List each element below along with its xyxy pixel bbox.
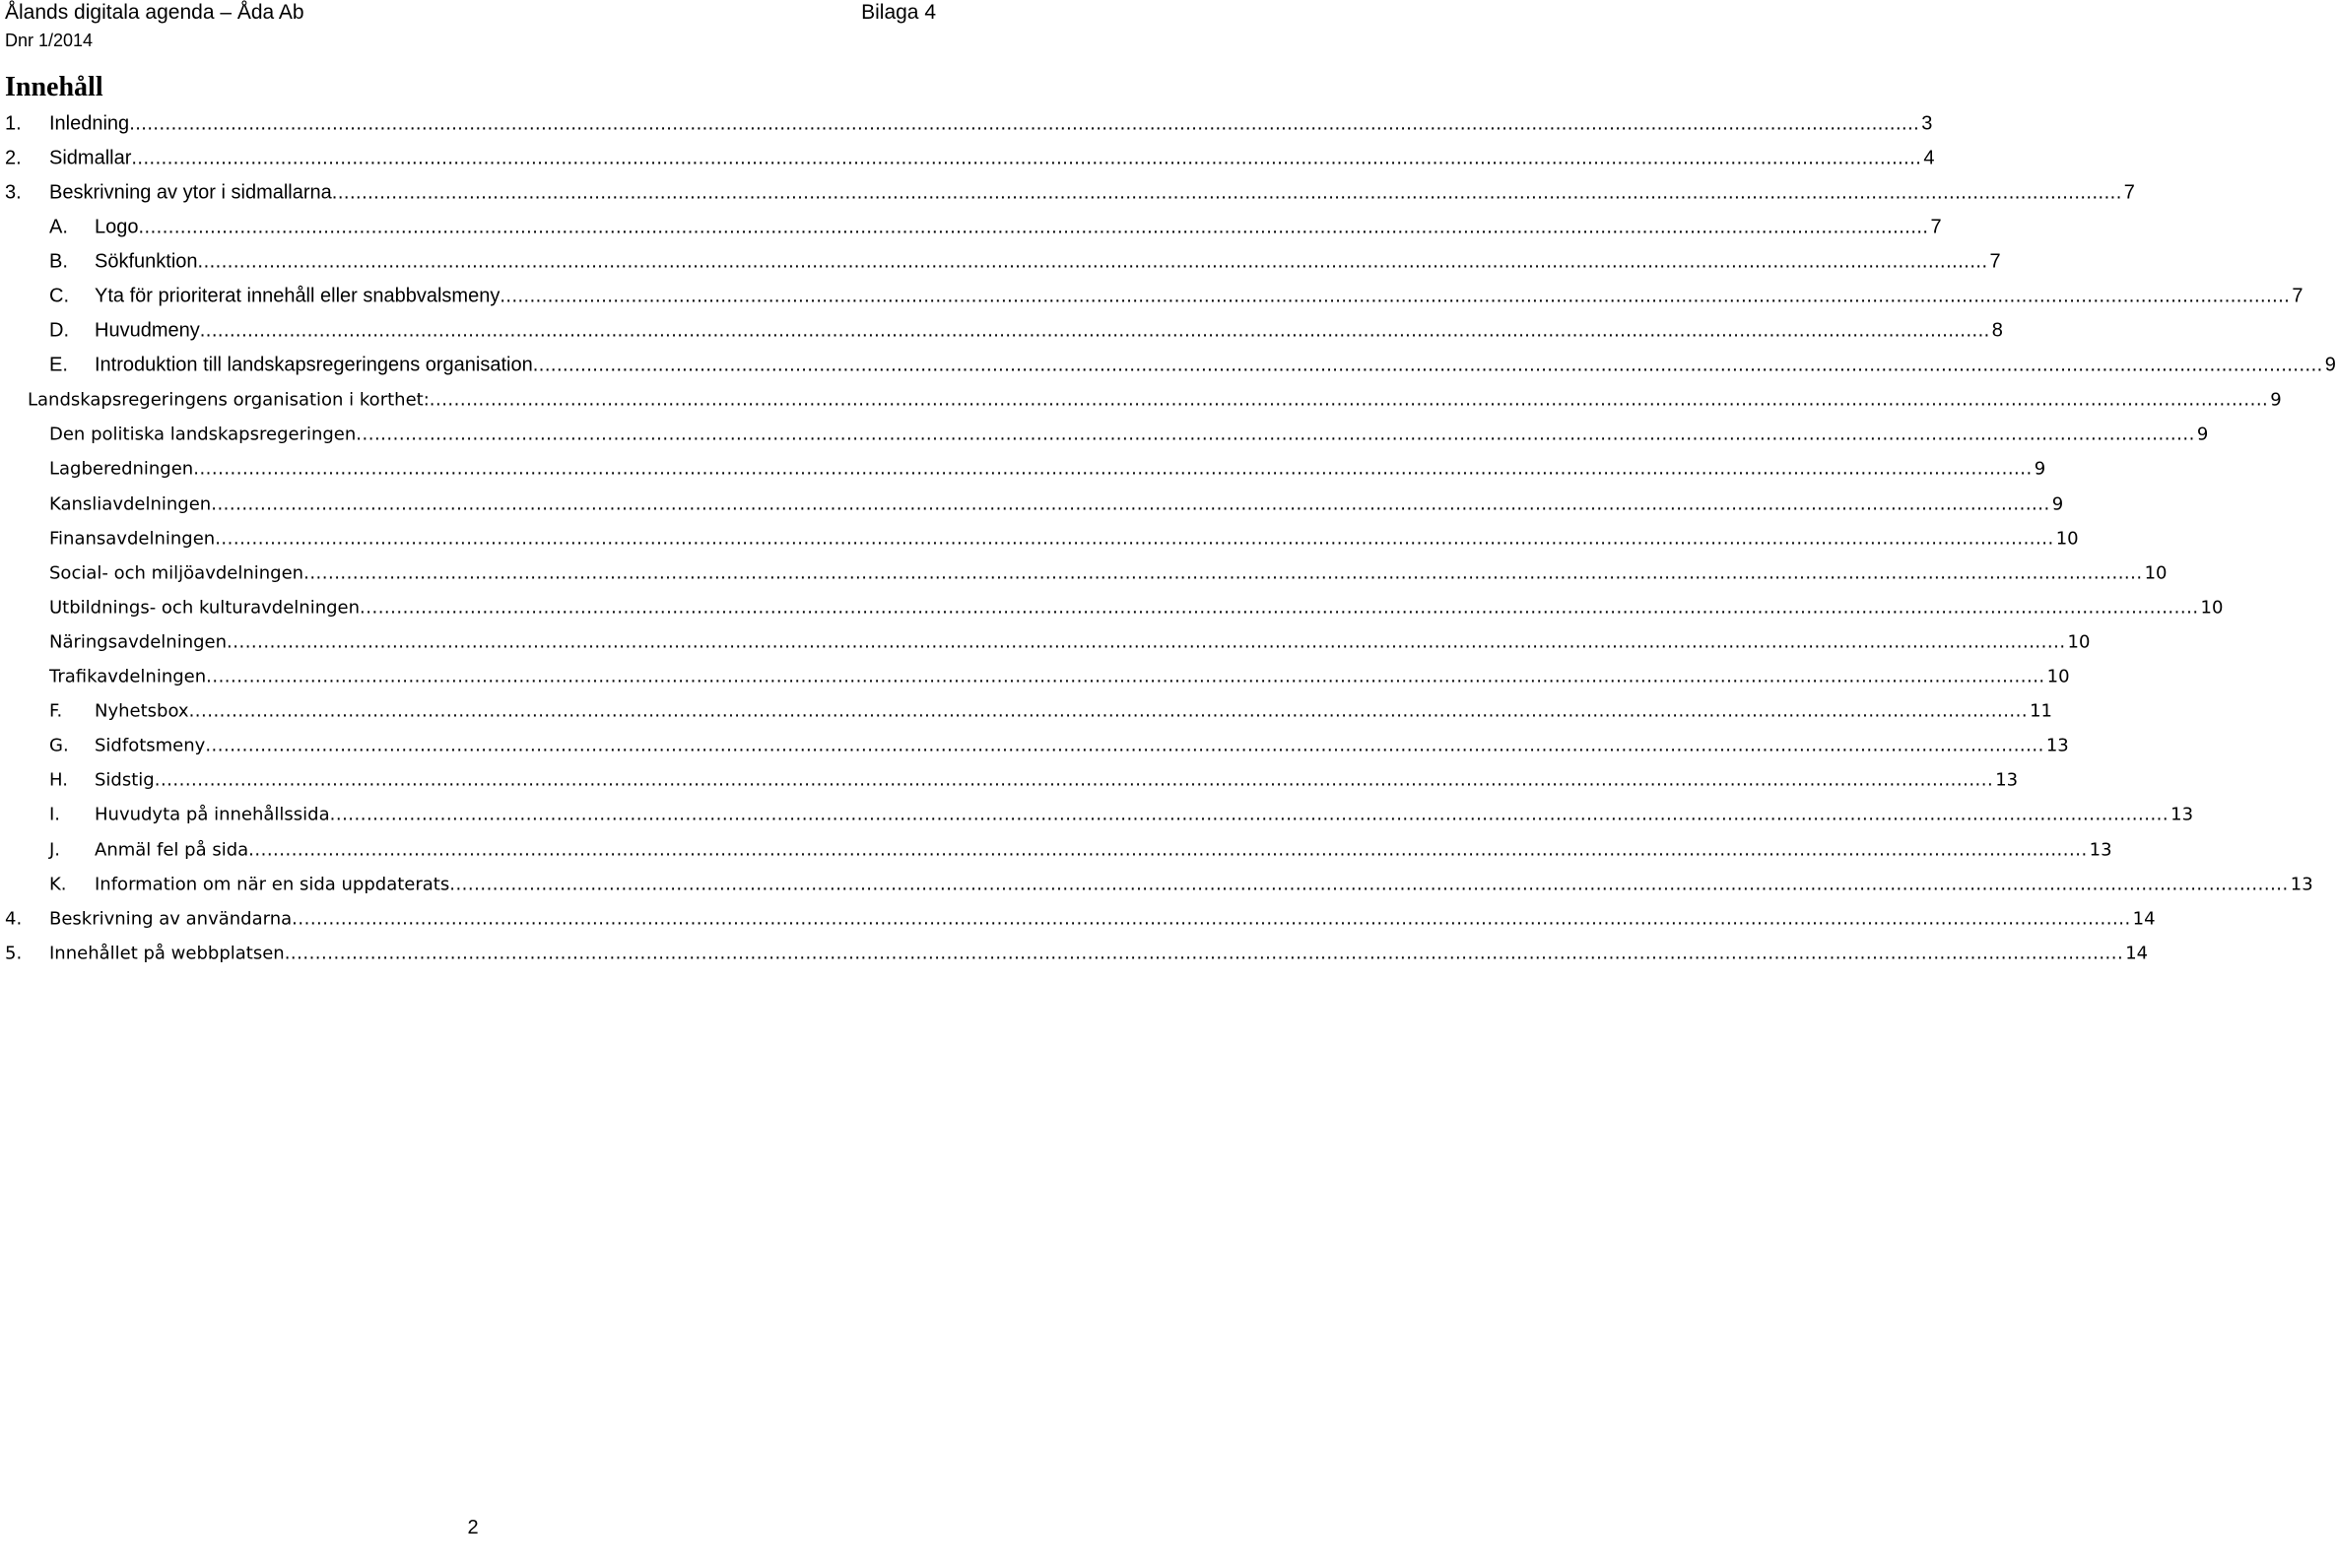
toc-entry-page: 13 — [2045, 735, 2069, 756]
toc-entry-page: 7 — [2292, 285, 2303, 307]
toc-entry-page: 10 — [2144, 562, 2168, 584]
toc-entry-title: Näringsavdelningen — [49, 631, 228, 653]
toc-entry-title: Utbildnings- och kulturavdelningen — [49, 597, 361, 619]
toc-entry-number: J. — [49, 839, 61, 861]
toc-entry-title: Yta för prioriterat innehåll eller snabbvalsmeny — [95, 285, 501, 307]
toc-entry-title: Introduktion till landskapsregeringens organisation — [95, 354, 533, 376]
toc-leader-dots: ............................................................................................................................................................................................................................................................................................................ — [329, 804, 2169, 825]
toc-leader-dots: ............................................................................................................................................................................................................................................................................................................ — [356, 424, 2195, 445]
toc-entry-number: 2. — [5, 147, 22, 169]
toc-entry[interactable] — [0, 487, 2064, 521]
toc-entry-number: I. — [49, 804, 61, 825]
toc-entry-title: Huvudmeny — [95, 319, 200, 342]
toc-entry[interactable] — [0, 555, 2168, 590]
toc-entry-page: 8 — [1991, 319, 2003, 342]
toc-entry-page: 13 — [2170, 804, 2194, 825]
toc-entry-title: Sidstig — [95, 769, 155, 791]
toc-leader-dots: ............................................................................................................................................................................................................................................................................................................ — [248, 839, 2088, 861]
toc-entry-title: Kansliavdelningen — [49, 493, 212, 515]
toc-entry-number: B. — [49, 250, 68, 273]
header-attachment-label: Bilaga 4 — [861, 1, 936, 24]
toc-leader-dots: ............................................................................................................................................................................................................................................................................................................ — [206, 666, 2045, 687]
toc-leader-dots: ............................................................................................................................................................................................................................................................................................................ — [331, 181, 2122, 204]
toc-entry-number: E. — [49, 354, 68, 376]
toc-entry-title: Beskrivning av användarna — [49, 908, 293, 930]
toc-entry[interactable] — [0, 279, 2303, 313]
toc-leader-dots: ............................................................................................................................................................................................................................................................................................................ — [211, 493, 2050, 515]
toc-entry[interactable] — [0, 590, 2224, 624]
toc-heading: Innehåll — [5, 72, 103, 102]
toc-entry[interactable] — [0, 244, 2001, 279]
header-dnr: Dnr 1/2014 — [5, 31, 94, 50]
toc-entry[interactable] — [0, 936, 2149, 970]
toc-entry[interactable] — [0, 729, 2069, 763]
toc-leader-dots: ............................................................................................................................................................................................................................................................................................................ — [131, 147, 1922, 169]
toc-entry-title: Social- och miljöavdelningen — [49, 562, 304, 584]
toc-entry[interactable] — [0, 418, 2209, 452]
toc-entry-number: 3. — [5, 181, 22, 204]
toc-leader-dots: ............................................................................................................................................................................................................................................................................................................ — [129, 112, 1920, 135]
toc-entry-title: Logo — [95, 216, 139, 238]
toc-entry[interactable] — [0, 660, 2070, 694]
toc-leader-dots: ............................................................................................................................................................................................................................................................................................................ — [532, 354, 2323, 376]
toc-entry[interactable] — [0, 867, 2313, 901]
toc-entry-page: 3 — [1921, 112, 1933, 135]
toc-entry-number: 1. — [5, 112, 22, 135]
toc-entry-page: 10 — [2055, 528, 2079, 550]
toc-entry-number: 4. — [5, 908, 23, 930]
toc-entry-title: Landskapsregeringens organisation i korthet: — [28, 389, 430, 411]
toc-entry-page: 10 — [2067, 631, 2091, 653]
toc-entry-title: Nyhetsbox — [95, 700, 189, 722]
toc-entry-page: 13 — [2089, 839, 2112, 861]
toc-entry-page: 10 — [2200, 597, 2224, 619]
toc-leader-dots: ............................................................................................................................................................................................................................................................................................................ — [227, 631, 2066, 653]
toc-entry-number: H. — [49, 769, 68, 791]
toc-entry-page: 13 — [1995, 769, 2019, 791]
toc-entry[interactable] — [0, 763, 2019, 798]
toc-entry-title: Inledning — [49, 112, 130, 135]
toc-entry-page: 14 — [2132, 908, 2156, 930]
toc-entry-number: F. — [49, 700, 63, 722]
toc-leader-dots: ............................................................................................................................................................................................................................................................................................................ — [449, 874, 2289, 895]
toc-entry-title: Finansavdelningen — [49, 528, 216, 550]
toc-entry-title: Information om när en sida uppdaterats — [95, 874, 450, 895]
toc-entry-page: 4 — [1923, 147, 1935, 169]
toc-entry-page: 14 — [2125, 943, 2149, 964]
toc-entry-page: 9 — [2051, 493, 2064, 515]
toc-leader-dots: ............................................................................................................................................................................................................................................................................................................ — [205, 735, 2044, 756]
toc-entry[interactable] — [0, 314, 2003, 349]
toc-entry-number: G. — [49, 735, 69, 756]
toc-entry-number: A. — [49, 216, 68, 238]
toc-leader-dots: ............................................................................................................................................................................................................................................................................................................ — [284, 943, 2124, 964]
toc-leader-dots: ............................................................................................................................................................................................................................................................................................................ — [500, 285, 2291, 307]
toc-entry[interactable] — [0, 832, 2112, 867]
toc-leader-dots: ............................................................................................................................................................................................................................................................................................................ — [360, 597, 2199, 619]
toc-entry-title: Lagberedningen — [49, 458, 194, 480]
toc-entry[interactable] — [0, 383, 2282, 418]
toc-leader-dots: ............................................................................................................................................................................................................................................................................................................ — [215, 528, 2054, 550]
toc-entry[interactable] — [0, 901, 2156, 936]
toc-entry-page: 10 — [2046, 666, 2070, 687]
toc-entry-title: Sökfunktion — [95, 250, 198, 273]
toc-entry[interactable] — [0, 175, 2135, 210]
toc-leader-dots: ............................................................................................................................................................................................................................................................................................................ — [199, 319, 1990, 342]
toc-entry[interactable] — [0, 452, 2046, 487]
toc-entry[interactable] — [0, 210, 1942, 244]
toc-entry-page: 11 — [2030, 700, 2052, 722]
toc-leader-dots: ............................................................................................................................................................................................................................................................................................................ — [303, 562, 2143, 584]
toc-entry-number: 5. — [5, 943, 23, 964]
toc-entry-page: 9 — [2196, 424, 2209, 445]
page-header — [5, 0, 695, 55]
toc-leader-dots: ............................................................................................................................................................................................................................................................................................................ — [429, 389, 2269, 411]
header-title: Ålands digitala agenda – Åda Ab — [5, 1, 304, 24]
toc-leader-dots: ............................................................................................................................................................................................................................................................................................................ — [188, 700, 2029, 722]
toc-leader-dots: ............................................................................................................................................................................................................................................................................................................ — [197, 250, 1988, 273]
toc-entry-title: Innehållet på webbplatsen — [49, 943, 285, 964]
toc-entry-number: C. — [49, 285, 69, 307]
toc-entry-title: Trafikavdelningen — [49, 666, 207, 687]
toc-entry-title: Anmäl fel på sida — [95, 839, 249, 861]
toc-entry-page: 9 — [2324, 354, 2336, 376]
toc-entry-page: 9 — [2270, 389, 2282, 411]
toc-entry[interactable] — [0, 624, 2091, 659]
toc-entry-title: Beskrivning av ytor i sidmallarna — [49, 181, 332, 204]
toc-entry-number: K. — [49, 874, 67, 895]
table-of-contents — [0, 106, 2336, 970]
toc-leader-dots: ............................................................................................................................................................................................................................................................................................................ — [292, 908, 2131, 930]
toc-entry[interactable] — [0, 141, 1935, 175]
toc-entry[interactable] — [0, 349, 2336, 383]
toc-entry-page: 13 — [2290, 874, 2313, 895]
toc-entry-title: Huvudyta på innehållssida — [95, 804, 330, 825]
toc-entry-title: Den politiska landskapsregeringen — [49, 424, 357, 445]
toc-entry[interactable] — [0, 106, 1933, 141]
toc-leader-dots: ............................................................................................................................................................................................................................................................................................................ — [154, 769, 1994, 791]
toc-entry[interactable] — [0, 694, 2052, 729]
toc-entry-page: 7 — [2123, 181, 2135, 204]
toc-entry-page: 7 — [1989, 250, 2001, 273]
toc-entry[interactable] — [0, 521, 2079, 555]
toc-entry-page: 7 — [1930, 216, 1942, 238]
toc-entry-page: 9 — [2034, 458, 2046, 480]
toc-entry-number: D. — [49, 319, 69, 342]
toc-entry[interactable] — [0, 798, 2194, 832]
toc-entry-title: Sidfotsmeny — [95, 735, 206, 756]
toc-leader-dots: ............................................................................................................................................................................................................................................................................................................ — [138, 216, 1929, 238]
page-number: 2 — [467, 1517, 479, 1538]
toc-leader-dots: ............................................................................................................................................................................................................................................................................................................ — [193, 458, 2033, 480]
toc-entry-title: Sidmallar — [49, 147, 132, 169]
